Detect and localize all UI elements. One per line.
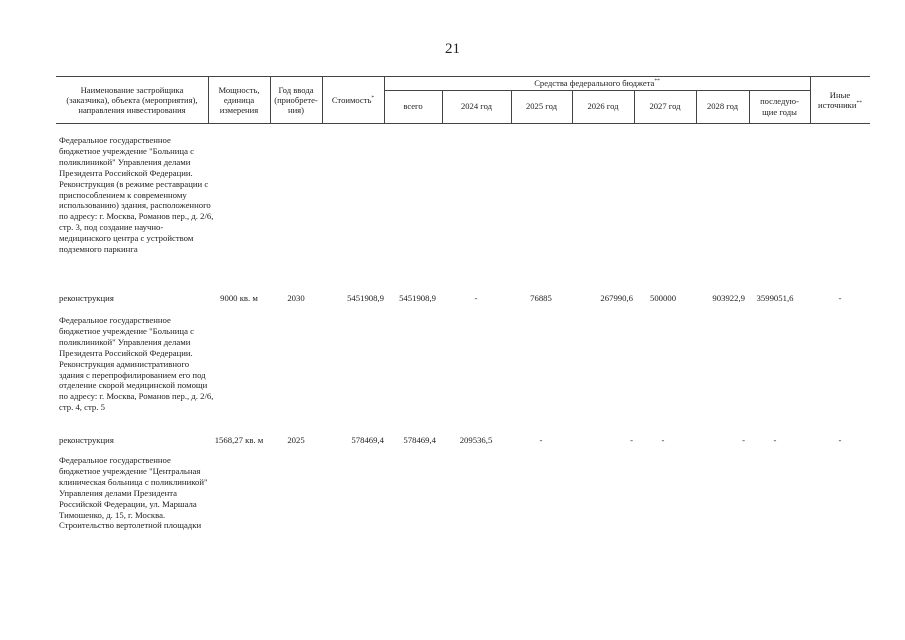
cell-later: 3599051,6 bbox=[756, 293, 794, 303]
header-2028: 2028 год bbox=[706, 101, 739, 112]
object-description: Федеральное государственное бюджетное учреждение "Больница с поликлиникой" Управления делами Президента Российской Федерации. Реконструкция (в режиме реставрации с приспособлением к современному использованию) здания, расположенного по адресу: г. Москва, Романов пер., д. 2/6, стр. 3, под создание научно-медицинского центра с устройством подземного паркинга bbox=[59, 135, 214, 255]
cell-cost: 578469,4 bbox=[351, 435, 384, 445]
cell-name: реконструкция bbox=[59, 435, 114, 445]
header-federal: Средства федерального бюджета** bbox=[534, 78, 660, 89]
page-number: 21 bbox=[445, 41, 460, 57]
header-cost: Стоимость* bbox=[331, 94, 375, 105]
cell-2024: 209536,5 bbox=[459, 435, 493, 445]
object-description: Федеральное государственное бюджетное учреждение "Больница с поликлиникой" Управления делами Президента Российской Федерации. Реконструкция административного здания с перепрофилированием его под отделение скорой медицинской помощи по адресу: г. Москва, Романов пер., д. 2/6, стр. 4, стр. 5 bbox=[59, 315, 214, 413]
table-header bbox=[56, 76, 870, 124]
header-year: Год ввода (приобрете-ния) bbox=[274, 84, 318, 116]
header-2027: 2027 год bbox=[649, 101, 681, 112]
cell-2025: 76885 bbox=[530, 293, 552, 303]
cell-total: 578469,4 bbox=[403, 435, 436, 445]
header-2026: 2026 год bbox=[587, 101, 619, 112]
header-capacity: Мощность, единица измерения bbox=[218, 84, 260, 116]
cell-name: реконструкция bbox=[59, 293, 114, 303]
cell-later: - bbox=[773, 435, 777, 445]
cell-2025: - bbox=[539, 435, 543, 445]
cell-2027: 500000 bbox=[649, 293, 677, 303]
header-name: Наименование застройщика (заказчика), объекта (мероприятия), направления инвестирования bbox=[66, 84, 198, 116]
cell-year: 2030 bbox=[287, 293, 305, 303]
cell-2027: - bbox=[661, 435, 665, 445]
header-other: Иные источники** bbox=[818, 89, 862, 110]
header-2025: 2025 год bbox=[525, 101, 558, 112]
cell-capacity: 9000 кв. м bbox=[220, 293, 258, 303]
cell-other: - bbox=[838, 435, 842, 445]
cell-capacity: 1568,27 кв. м bbox=[214, 435, 264, 445]
cell-2026: - bbox=[630, 435, 633, 445]
cell-year: 2025 bbox=[287, 435, 305, 445]
cell-cost: 5451908,9 bbox=[347, 293, 384, 303]
cell-2028: 903922,9 bbox=[712, 293, 745, 303]
cell-2028: - bbox=[742, 435, 745, 445]
header-2024: 2024 год bbox=[460, 101, 493, 112]
header-later: последую-щие годы bbox=[760, 96, 799, 117]
cell-2026: 267990,6 bbox=[600, 293, 633, 303]
header-total: всего bbox=[403, 101, 423, 112]
object-description: Федеральное государственное бюджетное учреждение "Центральная клиническая больница с поликлиникой" Управления делами Президента Российской Федерации, ул. Маршала Тимошенко, д. 15, г. Москва. Строительство вертолетной площадки bbox=[59, 455, 208, 531]
cell-other: - bbox=[838, 293, 842, 303]
cell-2024: - bbox=[474, 293, 478, 303]
cell-total: 5451908,9 bbox=[399, 293, 436, 303]
